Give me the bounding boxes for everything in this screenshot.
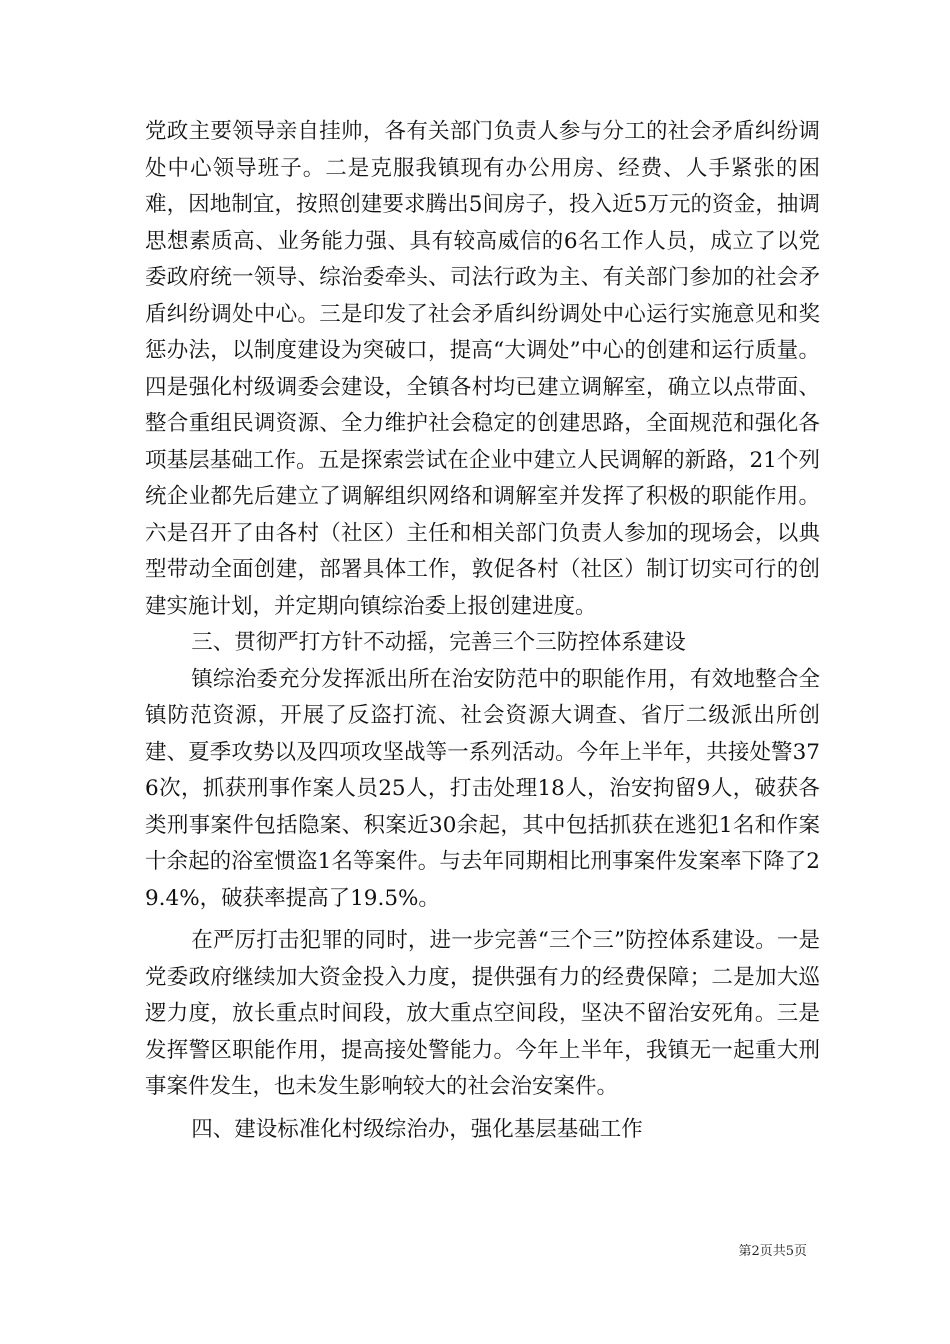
paragraph-continuation: 党政主要领导亲自挂帅，各有关部门负责人参与分工的社会矛盾纠纷调处中心领导班子。二是克服我镇现有办公用房、经费、人手紧张的困难，因地制宜，按照创建要求腾出5间房子，投入近5万元的资金，抽调思想素质高、业务能力强、具有较高威信的6名工作人员，成立了以党委政府统一领导、综治委牵头、司法行政为主、有关部门参加的社会矛盾纠纷调处中心。三是印发了社会矛盾纠纷调处中心运行实施意见和奖惩办法，以制度建设为突破口，提高“大调处”中心的创建和运行质量。四是强化村级调委会建设，全镇各村均已建立调解室，确立以点带面、整合重组民调资源、全力维护社会稳定的创建思路，全面规范和强化各项基层基础工作。五是探索尝试在企业中建立人民调解的新路，21个列统企业都先后建立了调解组织网络和调解室并发挥了积极的职能作用。六是召开了由各村（社区）主任和相关部门负责人参加的现场会，以典型带动全面创建，部署具体工作，敦促各村（社区）制订切实可行的创建实施计划，并定期向镇综治委上报创建进度。	[145, 119, 820, 619]
document-body	[145, 114, 820, 1148]
page-number: 第2页共5页	[738, 1244, 807, 1259]
paragraph-prevention-system: 在严厉打击犯罪的同时，进一步完善“三个三”防控体系建设。一是党委政府继续加大资金投入力度，提供强有力的经费保障；二是加大巡逻力度，放长重点时间段，放大重点空间段，坚决不留治安死角。三是发挥警区职能作用，提高接处警能力。今年上半年，我镇无一起重大刑事案件发生，也未发生影响较大的社会治安案件。	[145, 928, 820, 1099]
section-heading-4: 四、建设标准化村级综治办，强化基层基础工作	[191, 1116, 643, 1142]
section-heading-3: 三、贯彻严打方针不动摇，完善三个三防控体系建设	[191, 630, 686, 655]
paragraph-public-security: 镇综治委充分发挥派出所在治安防范中的职能作用，有效地整合全镇防范资源，开展了反盗打流、社会资源大调查、省厅二级派出所创建、夏季攻势以及四项攻坚战等一系列活动。今年上半年，共接处警376次，抓获刑事作案人员25人，打击处理18人，治安拘留9人，破获各类刑事案件包括隐案、积案近30余起，其中包括抓获在逃犯1名和作案十余起的浴室惯盗1名等案件。与去年同期相比刑事案件发案率下降了29.4%，破获率提高了19.5%。	[145, 666, 820, 911]
